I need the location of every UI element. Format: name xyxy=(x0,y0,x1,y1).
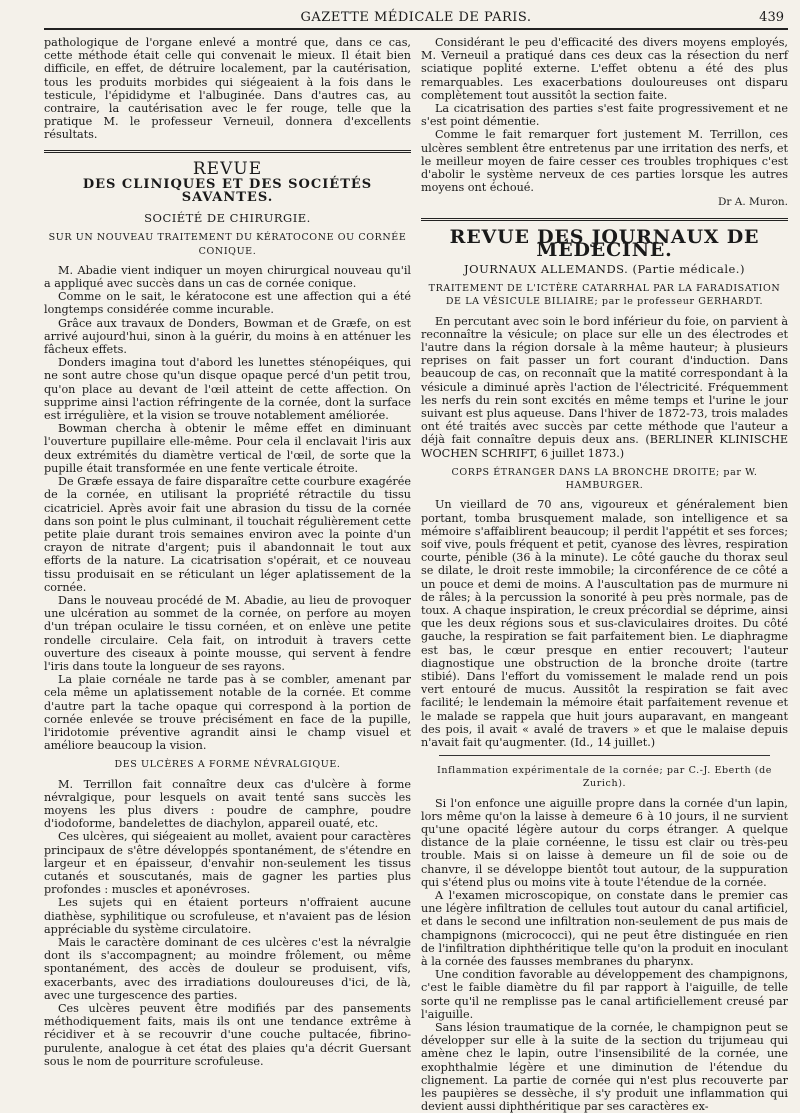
revue-subtitle: DES CLINIQUES ET DES SOCIÉTÉS SAVANTES. xyxy=(82,176,373,206)
article-corps-etranger xyxy=(421,498,788,749)
left-top-paragraph: pathologique de l'organe enlevé a montré que, dans ce cas, cette méthode était celle qui convenait le mieux. Il était bien difficile, en effet, de détruire localement, par la cautérisation, tous les produits morbides qui siégeaient à la fois dans le testicule, l'épididyme et l'albuginée. Dans d'autres cas, au contraire, la cautérisation avec le fer rouge, telle que la pratique M. le professeur Verneuil, donnera d'excellents résultats. xyxy=(44,36,411,142)
journal-title: GAZETTE MÉDICALE DE PARIS. xyxy=(300,10,532,25)
paragraph: Ces ulcères, qui siégeaient au mollet, avaient pour caractères principaux de s'être développés spontanément, de s'étendre en largeur et en épaisseur, d'envahir non-seulement les tissus cutanés et souscutanés, mais de gagner les parties plus profondes : muscles et aponévroses. xyxy=(44,830,411,897)
paragraph: Dans le nouveau procédé de M. Abadie, au lieu de provoquer une ulcération au sommet de la cornée, on perfore au moyen d'un trépan oculaire le tissu cornéen, et on enlève une petite rondelle circulaire. Cela fait, on introduit à travers cette ouverture des ciseaux à pointe mousse, qui servent à fendre l'iris dans toute la longueur de ses rayons. xyxy=(44,593,411,673)
paragraph: Comme le fait remarquer fort justement M. Terrillon, ces ulcères semblent être entretenus par une irritation des nerfs, et le meilleur moyen de faire cesser ces troubles trophiques c'est d'abolir le système nerveux de ces parties lorsque les autres moyens ont échoué. xyxy=(421,128,788,195)
paragraph: Un vieillard de 70 ans, vigoureux et généralement bien portant, tomba brusquement malade, son intelligence et sa mémoire s'affaiblirent beaucoup; il perdit l'appétit et ses forces; soif vive, pouls fréquent et petit, cyanose des lèvres, respiration courte, pénible (36 à la minute). Le côté gauche du thorax seul se dilate, le droit reste immobile; la circonférence de ce côté a un pouce et demi de moins. A l'auscultation pas de murmure ni de râles; à la percussion la sonorité à peu près normale, pas de toux. A chaque inspiration, le creux précordial se déprime, ainsi que les deux régions sous et sus-claviculaires droites. Du côté gauche, la respiration se fait parfaitement bien. Le diaphragme est bas, le cœur presque en entier recouvert; l'auteur diagnostique une obstruction de la bronche droite (tartre stibié). Dans l'effort du vomissement le malade rend un pois vert entouré de mucus. Aussitôt la respiration se fait avec facilité; le lendemain la mémoire était parfaitement revenue et le malade se rappela que huit jours auparavant, en mangeant des pois, il avait « avalé de travers » et que le malaise depuis n'avait fait qu'augmenter. (Id., 14 juillet.) xyxy=(421,498,788,749)
paragraph: Une condition favorable au développement des champignons, c'est le faible diamètre du fil par rapport à l'aiguille, de telle sorte qu'il ne remplisse pas le canal artificiellement creusé par l'aiguille. xyxy=(421,968,788,1021)
article-inflammation xyxy=(421,797,788,1113)
journaux-allemands-title: JOURNAUX ALLEMANDS. (Partie médicale.) xyxy=(464,262,745,277)
section-divider xyxy=(421,218,788,221)
article-title-inflammation: Inflammation expérimentale de la cornée; par C.-J. Eberth (de Zurich). xyxy=(437,765,772,790)
paragraph: La cicatrisation des parties s'est faite progressivement et ne s'est point démentie. xyxy=(421,102,788,129)
paragraph: Bowman chercha à obtenir le même effet en diminuant l'ouverture pupillaire elle-même. Pour cela il enclavait l'iris aux deux extrémités du diamètre vertical de l'œil, de sorte que la pupille était transformée en une fente verticale étroite. xyxy=(44,422,411,475)
section-divider xyxy=(44,150,411,153)
signature: Dr A. Muron. xyxy=(718,196,788,209)
paragraph: A l'examen microscopique, on constate dans le premier cas une légère infiltration de cellules tout autour du canal artificiel, et dans le second une infiltration non-seulement de pus mais de champignons (micrococci), qui ne peut être distinguée en rien de l'infiltration diphthéritique telle qu'on la produit en inoculant à la cornée des fausses membranes du pharynx. xyxy=(421,888,788,968)
article-ictere xyxy=(421,315,788,460)
paragraph: M. Terrillon fait connaître deux cas d'ulcère à forme névralgique, pour lesquels on avait tenté sans succès les moyens les plus divers : poudre de camphre, poudre d'iodoforme, bandelettes de diachylon, appareil ouaté, etc. xyxy=(44,777,411,831)
paragraph: Considérant le peu d'efficacité des divers moyens employés, M. Verneuil a pratiqué dans ces deux cas la résection du nerf sciatique poplité externe. L'effet obtenu a été des plus remarquables. Les exacerbations douloureuses ont disparu complètement tout aussitôt la section faite. xyxy=(421,36,788,102)
paragraph: Les sujets qui en étaient porteurs n'offraient aucune diathèse, syphilitique ou scrofuleuse, et n'avaient pas de lésion appréciable du système circulatoire. xyxy=(44,896,411,936)
paragraph: M. Abadie vient indiquer un moyen chirurgical nouveau qu'il a appliqué avec succès dans un cas de cornée conique. xyxy=(44,263,411,291)
paragraph: En percutant avec soin le bord inférieur du foie, on parvient à reconnaître la vésicule; on place sur elle un des électrodes et l'autre dans la région dorsale à la même hauteur; à plusieurs reprises on fait passer un fort courant d'induction. Dans beaucoup de cas, on reconnaît que la matité correspondant à la vésicule a diminué après l'action de l'électricité. Fréquemment les nerfs du rein sont excités en même temps et l'urine le jour suivant est plus aqueuse. Dans l'hiver de 1872-73, trois malades ont été traités avec succès par cette méthode que l'auteur a déjà fait connaître depuis deux ans. (BERLINER KLINISCHE WOCHEN SCHRIFT, 6 juillet 1873.) xyxy=(421,314,788,460)
paragraph: Comme on le sait, le kératocone est une affection qui a été longtemps considérée comme incurable. xyxy=(44,290,411,317)
page-number: 439 xyxy=(759,10,784,25)
paragraph: Mais le caractère dominant de ces ulcères c'est la névralgie dont ils s'accompagnent; au moindre frôlement, ou même spontanément, des accès de douleur se produisent, vifs, exacerbants, avec des irradiations douloureuses d'ici, de là, avec une turgescence des parties. xyxy=(44,936,411,1002)
article-ulceres-continued xyxy=(421,36,788,194)
paragraph: Sans lésion traumatique de la cornée, le champignon peut se développer sur elle à la suite de la section du trijumeau qui amène chez le lapin, outre l'insensibilité de la cornée, une exophthalmie légère et une diminution de l'étendue du clignement. La partie de cornée qui n'est plus recouverte par les paupières se dessèche, il s'y produit une inflammation qui devient aussi diphthéritique par ses caractères ex- xyxy=(421,1021,788,1113)
article-title-ictere: TRAITEMENT DE L'ICTÈRE CATARRHAL PAR LA FARADISATION DE LA VÉSICULE BILIAIRE; par le professeur GERHARDT. xyxy=(428,283,781,308)
paragraph: Si l'on enfonce une aiguille propre dans la cornée d'un lapin, lors même qu'on la laisse à demeure 6 à 10 jours, il ne survient qu'une opacité légère autour du corps étranger. A quelque distance de la plaie cornéenne, le tissu est clair ou très-peu trouble. Mais si on laisse à demeure un fil de soie ou de chanvre, il se développe bientôt tout autour, de la suppuration qui s'étend plus ou moins vite à toute l'étendue de la cornée. xyxy=(421,796,788,889)
article-title-keratocone: SUR UN NOUVEAU TRAITEMENT DU KÉRATOCONE OU CORNÉE CONIQUE. xyxy=(48,232,407,257)
article-title-corps-etranger: CORPS ÉTRANGER DANS LA BRONCHE DROITE; par W. HAMBURGER. xyxy=(451,466,758,492)
page-header xyxy=(44,6,788,30)
right-column xyxy=(421,36,788,1113)
article-keratocone xyxy=(44,264,411,753)
article-divider xyxy=(439,755,769,756)
article-title-ulceres: DES ULCÈRES A FORME NÉVRALGIQUE. xyxy=(114,759,341,771)
left-column xyxy=(44,36,411,1113)
paragraph: Ces ulcères peuvent être modifiés par des pansements méthodiquement faits, mais ils ont une tendance extrême à récidiver et à se recouvrir d'une couche pultacée, fibrino-purulente, analogue à cet état des plaies qu'a décrit Guersant sous le nom de pourriture scrofuleuse. xyxy=(44,1002,411,1068)
paragraph: La plaie cornéale ne tarde pas à se combler, amenant par cela même un aplatissement notable de la cornée. Et comme d'autre part la tache opaque qui correspond à la portion de cornée enlevée se trouve précisément en face de la pupille, l'iridotomie préventive agrandit ainsi le champ visuel et améliore beaucoup la vision. xyxy=(44,673,411,753)
paragraph: De Græfe essaya de faire disparaître cette courbure exagérée de la cornée, en utilisant la propriété rétractile du tissu cicatriciel. Après avoir fait une abrasion du tissu de la cornée dans son point le plus culminant, il touchait régulièrement cette petite plaie durant trois semaines environ avec la pointe d'un crayon de nitrate d'argent; puis il abandonnait le tout aux efforts de la nature. La cicatrisation s'opérait, et ce nouveau tissu produisait en se réticulant un léger aplatissement de la cornée. xyxy=(44,475,411,594)
society-title: SOCIÉTÉ DE CHIRURGIE. xyxy=(144,211,311,226)
paragraph: Grâce aux travaux de Donders, Bowman et de Græfe, on est arrivé aujourd'hui, sinon à la guérir, du moins à en atténuer les fâcheux effets. xyxy=(44,316,411,357)
paragraph: Donders imagina tout d'abord les lunettes sténopéiques, qui ne sont autre chose qu'un disque opaque percé d'un petit trou, qu'on place au devant de l'œil atteint de cette affection. On supprime ainsi l'action réfringente de la cornée, dont la surface est irrégulière, et la vision se trouve notablement améliorée. xyxy=(44,356,411,423)
article-ulceres xyxy=(44,778,411,1068)
revue-journaux-title: REVUE DES JOURNAUX DE MÉDECINE. xyxy=(449,225,760,261)
revue-title: REVUE xyxy=(192,158,263,179)
